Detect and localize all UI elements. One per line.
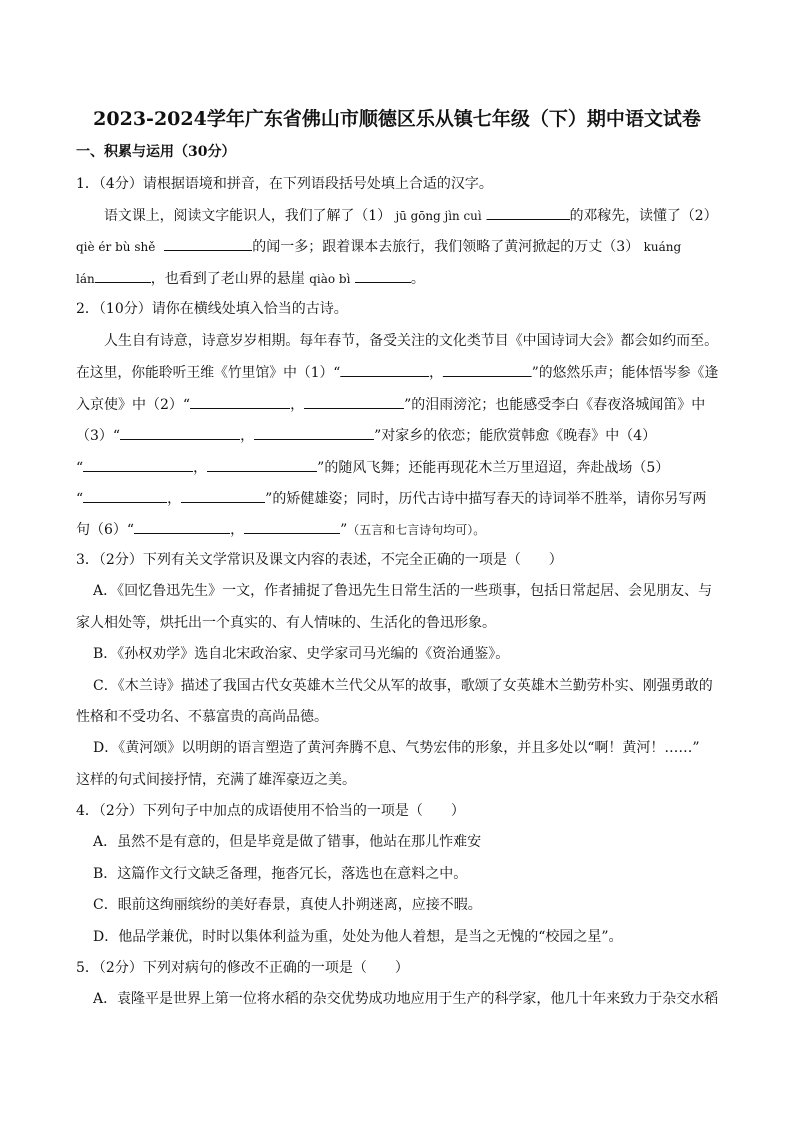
pinyin: qiè ér bù shě (76, 240, 156, 254)
question-4-option-c: C．眼前这绚丽缤纷的美好春景，真使人扑朔迷离，应接不暇。 (93, 897, 482, 913)
question-2-line (76, 425, 656, 446)
answer-blank[interactable] (304, 394, 404, 409)
answer-blank[interactable] (164, 236, 252, 251)
question-5-option-a: A．袁隆平是世界上第一位将水稻的杂交优势成功地应用于生产的科学家，他几十年来致力于杂交水稻 (93, 991, 719, 1007)
text: 在这里，你能聆听王维《竹里馆》中（1）“ (76, 365, 341, 381)
answer-blank[interactable] (443, 362, 532, 377)
question-4-option-b: B．这篇作文行文缺乏备理，拖沓冗长，落选也在意料之中。 (93, 866, 468, 882)
answer-blank[interactable] (83, 488, 167, 503)
question-4-option-a: A．虽然不是有意的，但是毕竟是做了错事，他站在那儿怍难安 (93, 834, 482, 850)
question-2-stem: 2．（10分）请你在横线处填入恰当的古诗。 (76, 301, 348, 317)
question-1-line (76, 236, 681, 257)
question-3-option-c-cont: 性格和不受功名、不慕富贵的高尚品德。 (76, 709, 328, 725)
text: 句（6）“ (76, 522, 135, 538)
answer-blank[interactable] (355, 268, 411, 283)
question-2-line (76, 394, 705, 415)
question-1-stem: 1．（4分）请根据语境和拼音，在下列语段括号处填上合适的汉字。 (76, 176, 493, 192)
text: ， (429, 365, 443, 381)
text: ， (290, 397, 305, 413)
text: ， (193, 460, 208, 476)
text: “ (76, 460, 84, 476)
text: ”的悠然乐声；能体悟岑参《逢 (531, 365, 719, 381)
question-2-line (76, 519, 485, 540)
exam-title: 2023-2024学年广东省佛山市顺德区乐从镇七年级（下）期中语文试卷 (93, 108, 701, 130)
text: ，也看到了老山界的悬崖 (150, 271, 305, 287)
question-4-option-d: D．他品学兼优，时时以集体利益为重，处处为他人着想，是当之无愧的“校园之星”。 (93, 929, 623, 945)
text: ”的随风飞舞；还能再现花木兰万里迢迢，奔赴战场（5） (317, 460, 670, 476)
pinyin: kuáng (643, 240, 682, 254)
text: 的邓稼先，读懂了（2） (569, 208, 718, 224)
question-3-option-d: D．《黄河颂》以明朗的语言塑造了黄河奔腾不息、气势宏伟的形象，并且多处以“啊！黄河！……” (93, 740, 700, 756)
text: 的闻一多；跟着课本去旅行，我们领略了黄河掀起的万丈（3） (252, 239, 640, 255)
answer-blank[interactable] (340, 362, 429, 377)
answer-blank[interactable] (95, 268, 151, 283)
answer-blank[interactable] (244, 519, 340, 534)
section-heading: 一、积累与运用（30分） (76, 144, 236, 160)
question-3-stem: 3．（2分）下列有关文学常识及课文内容的表述，不完全正确的一项是（ ） (76, 552, 563, 568)
question-1-line (76, 268, 425, 289)
text: ， (230, 522, 245, 538)
pinyin: lán (76, 272, 95, 286)
question-2-line (76, 362, 718, 383)
text: 入京使》中（2）“ (76, 397, 191, 413)
answer-blank[interactable] (134, 519, 230, 534)
answer-blank[interactable] (254, 425, 374, 440)
text: 。 (410, 271, 425, 287)
question-2-line (76, 488, 706, 509)
text: （五言和七言诗句均可）。 (347, 523, 486, 537)
question-4-stem: 4．（2分）下列句子中加点的成语使用不恰当的一项是（ ） (76, 803, 465, 819)
text: “ (76, 491, 84, 507)
answer-blank[interactable] (190, 394, 290, 409)
answer-blank[interactable] (486, 205, 569, 220)
pinyin: jū gōng jìn cuì (395, 209, 482, 223)
question-3-option-a-cont: 家人相处等，烘托出一个真实的、有人情味的、生活化的鲁迅形象。 (76, 615, 496, 631)
question-5-stem: 5．（2分）下列对病句的修改不正确的一项是（ ） (76, 960, 409, 976)
answer-blank[interactable] (83, 457, 193, 472)
question-3-option-d-cont: 这样的句式间接抒情，充满了雄浑豪迈之美。 (76, 772, 356, 788)
pinyin: qiào bì (309, 272, 351, 286)
text: 语文课上，阅读文字能识人，我们了解了（1） (104, 208, 392, 224)
question-2-line (76, 457, 669, 478)
text: ， (240, 428, 255, 444)
text: ”的矫健雄姿；同时，历代古诗中描写春天的诗词举不胜举，请你另写两 (265, 491, 707, 507)
text: ， (167, 491, 182, 507)
answer-blank[interactable] (120, 425, 240, 440)
answer-blank[interactable] (181, 488, 265, 503)
question-3-option-b: B．《孙权劝学》选自北宋政治家、史学家司马光编的《资治通鉴》。 (93, 646, 510, 662)
text: （3）“ (76, 428, 121, 444)
question-2-line: 人生自有诗意，诗意岁岁相期。每年春节，备受关注的文化类节目《中国诗词大会》都会如约而至。 (104, 333, 719, 349)
question-3-option-a: A．《回忆鲁迅先生》一文，作者捕捉了鲁迅先生日常生活的一些琐事，包括日常起居、会见朋友、与 (93, 583, 713, 599)
text: ”对家乡的依恋；能欣赏韩愈《晚春》中（4） (374, 428, 657, 444)
question-3-option-c: C．《木兰诗》描述了我国古代女英雄木兰代父从军的故事，歌颂了女英雄木兰勤劳朴实、刚强勇敢的 (93, 678, 713, 694)
answer-blank[interactable] (207, 457, 317, 472)
text: ” (340, 522, 348, 538)
text: ”的泪雨滂沱；也能感受李白《春夜洛城闻笛》中 (404, 397, 706, 413)
question-1-line (104, 205, 718, 226)
